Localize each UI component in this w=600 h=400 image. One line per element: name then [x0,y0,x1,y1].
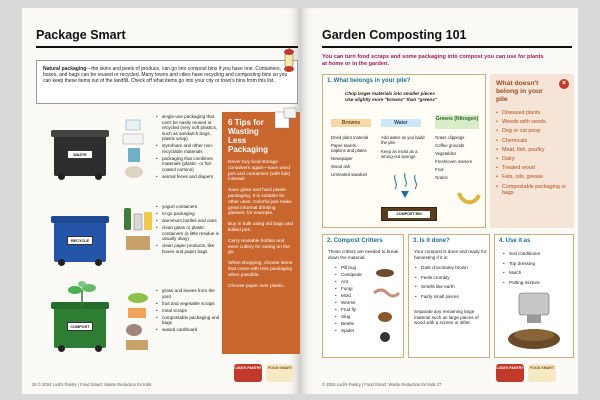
waste-items-icon [120,118,156,182]
list-item: • yogurt containers [156,204,222,210]
title-rule [36,46,298,48]
critters-list [335,265,371,335]
pile-tip: Chop larger materials into smaller pieces [345,91,435,96]
green-item: Grains [435,175,448,181]
food-smart-logo: FOOD SMART [266,364,294,382]
section-heading: 2. Compost Critters [327,238,383,244]
page-title: Package Smart [36,28,126,42]
page-footer: 26 © 2024 Lodi's Pantry | Food Smart: Waste Reduction for Kids [32,382,152,387]
magazine-spread [22,8,578,394]
list-item: • Ant [335,279,371,285]
list-item: • clean paper products, like boxes and paper bags [156,243,222,254]
what-belongs-box [322,74,486,228]
green-item: Grass clippings [435,135,465,140]
list-item: • compostable packaging and bags [156,315,222,326]
intro-box [36,60,298,104]
list-item: • Weeds with seeds [496,119,568,125]
compost-intro: You can turn food scraps and some packaging into compost you can use for plants at home or in the garden. [322,54,544,67]
brown-item: Dried plant material [331,135,369,140]
no-icon: × [559,79,569,89]
list-item: • Soil conditioner [503,251,571,257]
compost-bin-label: COMPOST BIN [388,211,430,218]
compost-bin-label: COMPOST [67,322,93,331]
list-item: • grass and leaves from the yard [156,288,222,299]
water-tag: Water [381,119,421,127]
section-heading: What doesn't belong in your pile [496,80,543,103]
recycle-bin-label: RECYCLE [67,236,93,245]
list-item: • packaging that combines materials (plastic- or foil-coated cartons) [156,156,222,173]
list-item: • waxed cardboard [156,327,222,333]
water-item: Keep as moist as a wrung-out sponge. [381,149,418,160]
list-item: • to-go packaging [156,211,222,217]
section-heading: 1. What belongs in your pile? [327,78,411,84]
list-item: • Diseased plants [496,110,568,116]
list-item: • Feels crumbly [415,275,489,281]
recycle-items-icon [120,202,156,262]
list-item: • Dark chocolatey brown [415,265,489,271]
list-item: • meal scraps [156,308,222,314]
list-item: • Beetle [335,321,371,327]
brown-item: Paper towels, napkins and plates [331,143,367,154]
water-column [381,135,425,159]
intro-text: —the skins and peels of produce, can go into compost bins if you have one. Containers, boxes, and bags can be reused or recycled. Many towns and cities have recycling and composting bins so you can keep these items out of the landfill. Check off what items go into your city or town's bins from this list. [43,66,288,84]
list-item: • Mulch [503,270,571,276]
packaging-icon [272,106,298,132]
list-item: • Slug [335,314,371,320]
done-list [415,265,489,301]
list-item: • Dog or cat poop [496,128,568,134]
critters-icon [371,265,401,349]
list-item: • single-use packaging that can't be easily reused or recycled (very soft plastics, such as sandwich bags, plastic wrap) [156,114,222,142]
tip-paragraph: Choose paper over plastic. [228,283,286,289]
critters-box [322,234,404,358]
browns-tag: Browns [331,119,371,127]
list-item: • Spider [335,328,371,334]
list-item: • Centipede [335,272,371,278]
list-item: • Worms [335,300,371,306]
list-item: • animal feces and diapers [156,174,222,180]
water-item: Add water as you build the pile. [381,135,425,146]
left-page [22,8,300,394]
doesnt-belong-list [490,110,574,196]
banana-icon [457,189,481,207]
list-item: • Meat, fish, poultry [496,147,568,153]
list-item: • Top dressing [503,261,571,267]
plant-sprout-icon [64,280,100,308]
use-it-box [494,234,574,358]
tips-sidebar [222,112,300,354]
compost-sifter-icon [503,291,567,353]
tip-paragraph: Carry reusable bottles and even cutlery for eating on the go. [228,238,290,256]
compost-items-icon [120,290,156,354]
brown-item: Wood ash [331,164,351,170]
list-item: • Fruit fly [335,307,371,313]
recycle-list [156,204,222,256]
list-item: • aluminum bottles and cans [156,218,222,224]
right-page [300,8,578,394]
list-item: • Chemicals [496,138,568,144]
waste-list [156,114,222,181]
section-heading: 4. Use it as [499,238,531,244]
pantry-logo: LODI'S PANTRY [496,364,524,382]
list-item: • Potting mixture [503,280,571,286]
pantry-logo: LODI'S PANTRY [234,364,262,382]
pile-tip: Use slightly more "browns" than "greens" [345,97,437,102]
list-item: • fruit and vegetable scraps [156,301,222,307]
section-heading: 3. Is it done? [413,238,450,244]
critters-intro: These critters are needed to break down the material: [328,249,399,260]
compost-list [156,288,222,334]
waste-bin-icon [54,136,106,176]
list-item: • clean glass or plastic containers (a little residue is usually okay) [156,225,222,242]
watering-can-icon [385,171,429,201]
greens-column [435,135,483,181]
browns-column [331,135,373,178]
tip-paragraph: Never buy food storage containers again—save used jars and containers (with lids) instead! [228,160,291,183]
brown-item: Untreated sawdust [331,172,367,178]
green-item: Fruit [435,167,444,173]
green-item: Fresh/oven manure [435,159,473,165]
page-footer: © 2024 Lodi's Pantry | Food Smart: Waste Reduction for Kids 27 [322,382,442,387]
title-rule [322,46,572,48]
apple-core-icon [280,48,298,74]
list-item: • Fats, oils, grease [496,174,568,180]
list-item: • Fungi [335,286,371,292]
list-item: • Dairy [496,156,568,162]
doesnt-belong-box [490,74,574,228]
list-item: • Smells like earth [415,284,489,290]
use-list [503,251,571,287]
pile-tips [345,91,437,103]
list-item: • styrofoam and other non-recyclable materials [156,143,222,154]
list-item: • Mold [335,293,371,299]
done-intro: Your compost is done and ready for harvesting if it is: [414,249,487,260]
tips-heading: 6 Tips for Wasting Less Packaging [228,118,269,154]
intro-bold: Natural packaging [43,66,87,72]
list-item: • Compostable packaging or bags [496,184,568,196]
list-item: • Pill bug [335,265,371,271]
compost-bin-box [381,207,437,221]
done-outro: Separate any remaining large material such as large pieces of wood with a screen or sifter. [414,309,479,326]
list-item: • Fairly small pieces [415,294,489,300]
green-item: Coffee grounds [435,143,465,149]
brown-item: Newspaper [331,156,353,162]
tip-paragraph: Buy in bulk using old bags and lidded jars. [228,222,294,233]
page-title: Garden Composting 101 [322,28,467,42]
list-item: • Treated wood [496,165,568,171]
waste-bin-label: WASTE [67,150,93,159]
greens-tag: Greens (Nitrogen) [435,115,479,129]
tip-paragraph: When shopping, choose items that come with less packaging when possible. [228,261,293,278]
green-item: Vegetables [435,151,457,157]
tip-paragraph: Save glass and hard plastic packaging. It is suitable for other uses. Colorful jars make great informal drinking glasses, for example. [228,188,292,217]
recycle-bin-icon [54,222,106,262]
food-smart-logo: FOOD SMART [528,364,556,382]
compost-bin-icon [54,308,106,348]
is-it-done-box [408,234,490,358]
